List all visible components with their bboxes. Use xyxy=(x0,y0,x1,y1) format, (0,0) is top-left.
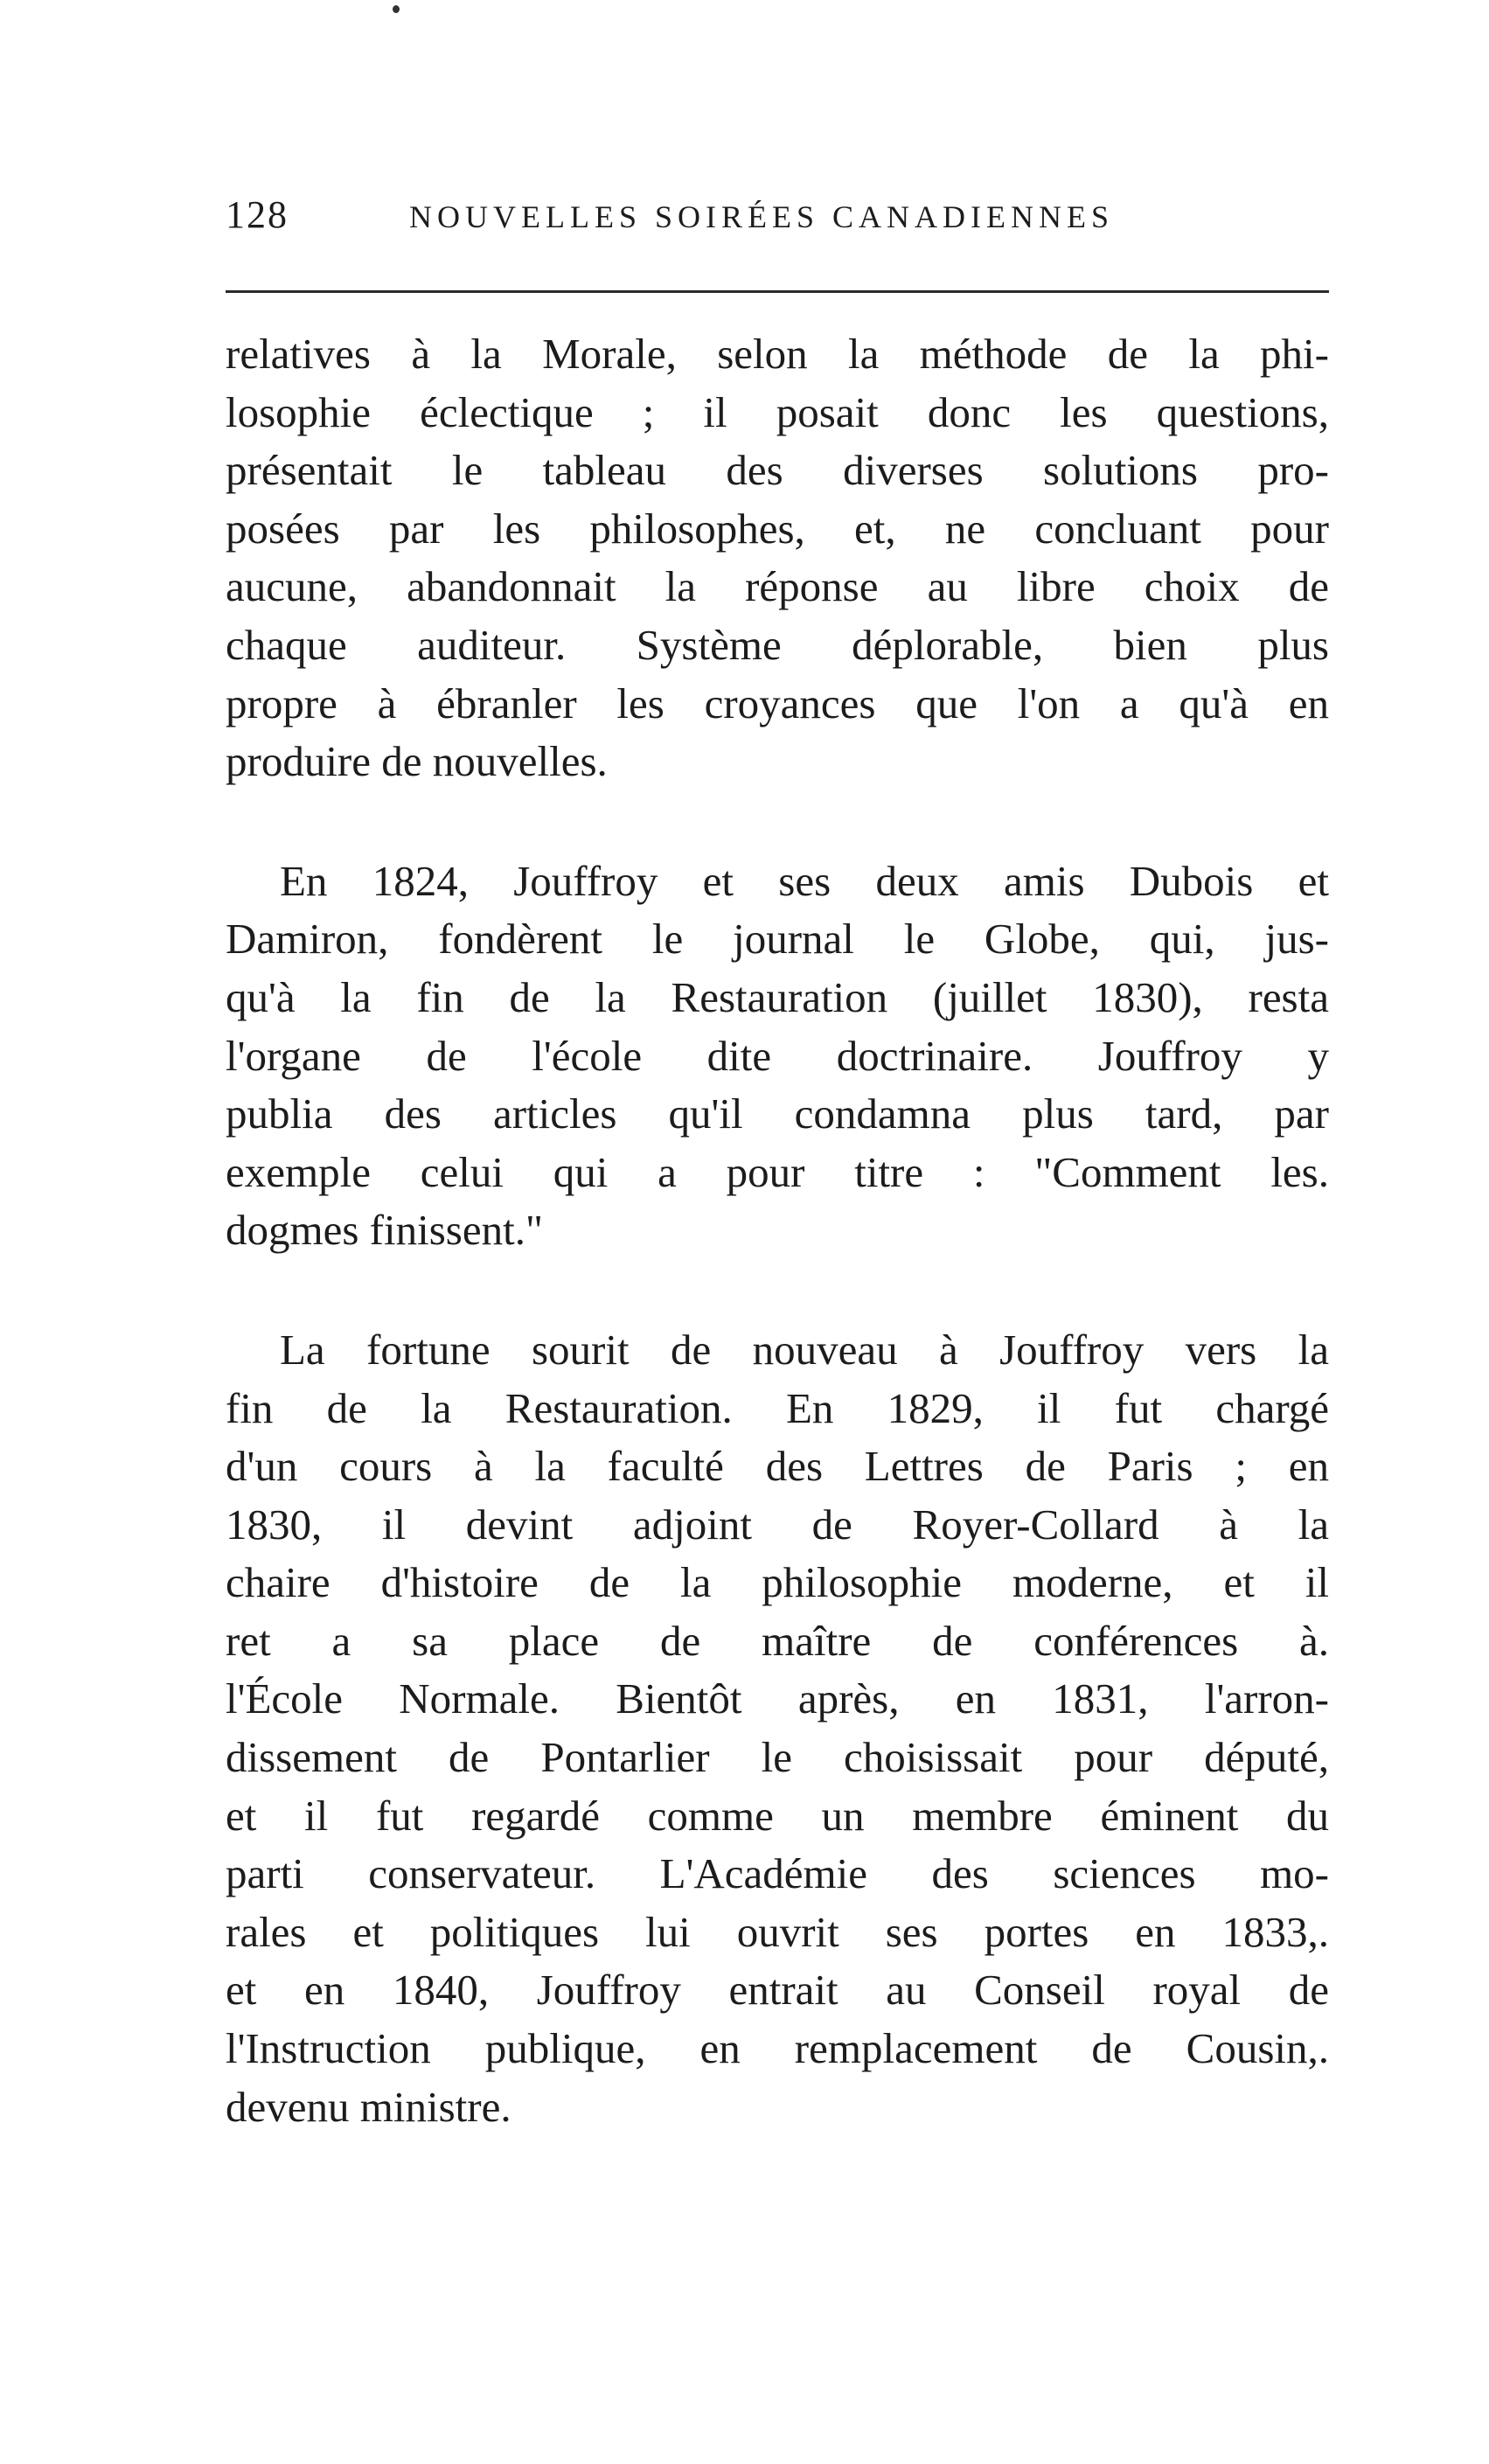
ink-speck xyxy=(393,5,400,13)
text-line: d'un cours à la faculté des Lettres de Paris ; en xyxy=(226,1442,1329,1491)
paragraph-2 xyxy=(226,853,1329,1260)
body-text xyxy=(226,325,1329,2136)
text-line: La fortune sourit de nouveau à Jouffroy vers la xyxy=(280,1325,1329,1374)
text-line: dogmes finissent." xyxy=(226,1206,543,1255)
text-line: qu'à la fin de la Restauration (juillet 1830), resta xyxy=(226,972,1329,1021)
text-line: chaque auditeur. Système déplorable, bien plus xyxy=(226,620,1329,669)
text-line: l'Instruction publique, en remplacement de Cousin,. xyxy=(226,2024,1329,2073)
text-line: publia des articles qu'il condamna plus tard, par xyxy=(226,1089,1329,1138)
text-line: l'organe de l'école dite doctrinaire. Jouffroy y xyxy=(226,1031,1329,1080)
text-line: et il fut regardé comme un membre éminent du xyxy=(226,1791,1329,1840)
paragraph-gap xyxy=(226,1260,1329,1321)
text-line: aucune, abandonnait la réponse au libre choix de xyxy=(226,562,1329,611)
text-line: rales et politiques lui ouvrit ses portes en 1833,. xyxy=(226,1907,1329,1956)
text-line: posées par les philosophes, et, ne concluant pour xyxy=(226,504,1329,553)
text-line: chaire d'histoire de la philosophie moderne, et il xyxy=(226,1558,1329,1607)
paragraph-1 xyxy=(226,325,1329,791)
text-line: produire de nouvelles. xyxy=(226,737,608,786)
text-line: En 1824, Jouffroy et ses deux amis Dubois et xyxy=(280,856,1329,905)
text-line: losophie éclectique ; il posait donc les questions, xyxy=(226,387,1329,436)
text-line: devenu ministre. xyxy=(226,2082,511,2131)
paragraph-3 xyxy=(226,1321,1329,2136)
page-number: 128 xyxy=(226,193,289,236)
text-line: fin de la Restauration. En 1829, il fut chargé xyxy=(226,1383,1329,1432)
text-line: ret a sa place de maître de conférences à. xyxy=(226,1616,1329,1665)
running-title: NOUVELLES SOIRÉES CANADIENNES xyxy=(409,199,1114,234)
text-line: exemple celui qui a pour titre : "Comment les. xyxy=(226,1147,1329,1196)
text-line: présentait le tableau des diverses solutions pro- xyxy=(226,446,1329,495)
text-line: dissement de Pontarlier le choisissait pour député, xyxy=(226,1733,1329,1782)
text-line: propre à ébranler les croyances que l'on a qu'à en xyxy=(226,679,1329,727)
text-line: 1830, il devint adjoint de Royer-Collard à la xyxy=(226,1500,1329,1549)
text-line: Damiron, fondèrent le journal le Globe, qui, jus- xyxy=(226,915,1329,964)
text-line: parti conservateur. L'Académie des sciences mo- xyxy=(226,1849,1329,1898)
text-line: relatives à la Morale, selon la méthode de la phi- xyxy=(226,330,1329,378)
page-header xyxy=(226,189,1329,241)
paragraph-gap xyxy=(226,791,1329,853)
header-rule xyxy=(226,290,1329,293)
text-line: et en 1840, Jouffroy entrait au Conseil royal de xyxy=(226,1966,1329,2015)
text-line: l'École Normale. Bientôt après, en 1831, l'arron- xyxy=(226,1674,1329,1723)
